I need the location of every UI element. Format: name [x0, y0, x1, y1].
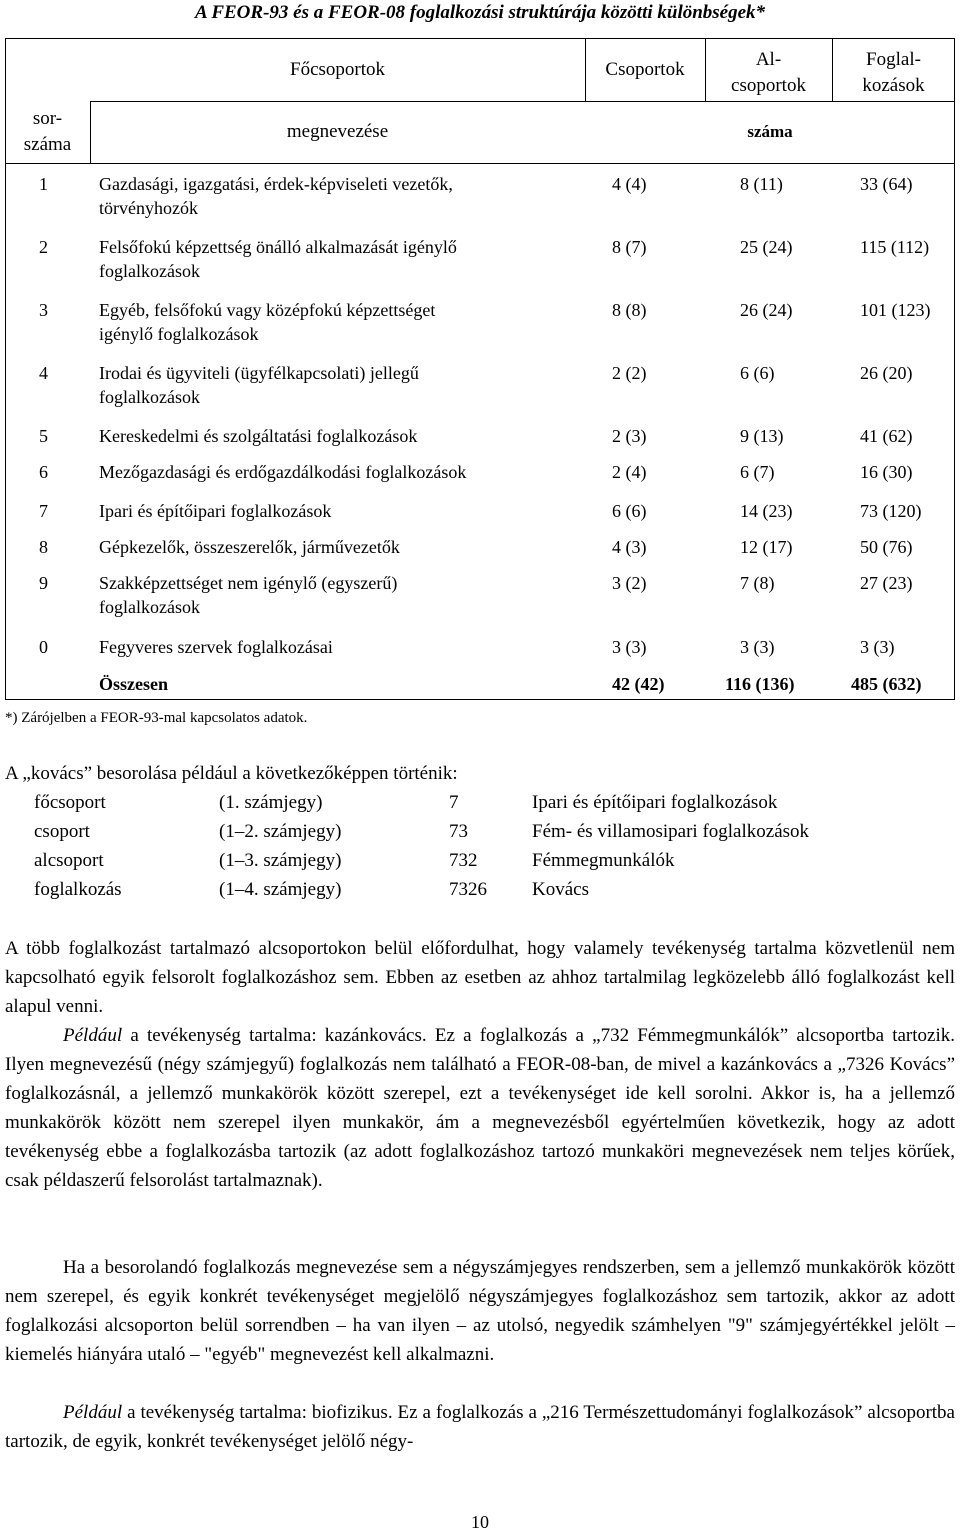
- row-number: 9: [39, 573, 48, 593]
- row-alcsoportok: 12 (17): [740, 537, 793, 557]
- paragraph-4: [5, 1398, 955, 1456]
- header-megnevezese: megnevezése: [286, 121, 389, 142]
- paragraph-2-text: a tevékenység tartalma: kazánkovács. Ez a foglalkozás a „732 Fémmegmunkálók” alcsoportba tartozik. Ilyen megnevezésű (négy számjegyű) foglalkozás nem található a FEOR-08-ban, de mivel a kazánkovács a „7326 Kovács” foglalkozásnál, a jellemző munkakörök között szerepel, ezt a tevékenységet ide kell sorolni. Akkor is, ha a jellemző munkakörök között nem szerepel ilyen munkakör, ám a megnevezésből egyértelműen következik, hogy az adott tevékenység ebbe a foglalkozásba tartozik (az adott foglalkozáshoz tartozó munkaköri megnevezések nem teljes körűek, csak példaszerű felsorolást tartalmaznak).: [5, 1025, 955, 1191]
- example-label: Fémmegmunkálók: [532, 850, 675, 871]
- example-digits: (1–3. számjegy): [219, 850, 342, 871]
- row-csoportok: 3 (3): [612, 637, 647, 657]
- total-label: Összesen: [99, 674, 168, 694]
- example-level: csoport: [34, 821, 90, 842]
- header-alcsoportok: Al- csoportok: [731, 49, 806, 96]
- row-name: Mezőgazdasági és erdőgazdálkodási foglalkozások: [99, 462, 467, 482]
- table-row: [5, 172, 955, 222]
- row-csoportok: 6 (6): [612, 501, 647, 521]
- row-number: 4: [39, 363, 48, 383]
- row-csoportok: 8 (7): [612, 237, 647, 257]
- row-foglalkozasok: 41 (62): [860, 426, 913, 446]
- row-alcsoportok: 9 (13): [740, 426, 784, 446]
- row-foglalkozasok: 50 (76): [860, 537, 913, 557]
- row-alcsoportok: 14 (23): [740, 501, 793, 521]
- table-row: [5, 298, 955, 348]
- row-csoportok: 2 (3): [612, 426, 647, 446]
- total-csoportok: 42 (42): [612, 674, 665, 694]
- paragraph-2-emphasis: Például: [63, 1025, 123, 1046]
- example-level: foglalkozás: [34, 879, 122, 900]
- example-digits: (1–4. számjegy): [219, 879, 342, 900]
- table-row: [5, 235, 955, 285]
- row-foglalkozasok: 16 (30): [860, 462, 913, 482]
- row-number: 5: [39, 426, 48, 446]
- row-alcsoportok: 7 (8): [740, 573, 775, 593]
- page-number: 10: [471, 1512, 489, 1532]
- row-number: 8: [39, 537, 48, 557]
- row-csoportok: 4 (3): [612, 537, 647, 557]
- header-csoportok: Csoportok: [605, 59, 685, 80]
- row-alcsoportok: 26 (24): [740, 300, 793, 320]
- row-number: 7: [39, 501, 48, 521]
- row-number: 0: [39, 637, 48, 657]
- row-foglalkozasok: 27 (23): [860, 573, 913, 593]
- row-alcsoportok: 3 (3): [740, 637, 775, 657]
- row-name: Fegyveres szervek foglalkozásai: [99, 637, 333, 657]
- row-name: Szakképzettséget nem igénylő (egyszerű) foglalkozások: [99, 573, 398, 617]
- row-number: 3: [39, 300, 48, 320]
- example-digits: (1. számjegy): [219, 792, 323, 813]
- row-foglalkozasok: 33 (64): [860, 174, 913, 194]
- row-alcsoportok: 8 (11): [740, 174, 783, 194]
- example-code: 7326: [449, 879, 487, 900]
- row-name: Kereskedelmi és szolgáltatási foglalkozások: [99, 426, 418, 446]
- example-level: főcsoport: [34, 792, 106, 813]
- table-row: [5, 571, 955, 621]
- header-foglalkozasok: Foglal- kozások: [862, 49, 925, 96]
- table-footnote: *) Zárójelben a FEOR-93-mal kapcsolatos adatok.: [5, 710, 308, 726]
- header-sorszama: sor- száma: [23, 108, 72, 155]
- header-divider: [5, 163, 955, 164]
- row-foglalkozasok: 26 (20): [860, 363, 913, 383]
- paragraph-3: Ha a besorolandó foglalkozás megnevezése sem a négyszámjegyes rendszerben, sem a jellemző munkakörök között nem szerepel, és egyik konkrét tevékenységet megjelölő négyszámjegyes foglalkozáshoz sem tartozik, akkor az adott foglalkozási alcsoporton belül sorrendben – ha van ilyen – az utolsó, negyedik számhelyen "9" számjegyértékkel jelölt – kiemelés hiányára utaló – "egyéb" megnevezést kell alkalmazni.: [5, 1257, 955, 1365]
- table-row: [5, 361, 955, 411]
- total-alcsoportok: 116 (136): [725, 674, 795, 694]
- row-csoportok: 2 (2): [612, 363, 647, 383]
- row-name: Felsőfokú képzettség önálló alkalmazását igénylő foglalkozások: [99, 237, 457, 281]
- row-csoportok: 3 (2): [612, 573, 647, 593]
- row-name: Egyéb, felsőfokú vagy középfokú képzettséget igénylő foglalkozások: [99, 300, 436, 344]
- example-label: Ipari és építőipari foglalkozások: [532, 792, 778, 813]
- example-label: Fém- és villamosipari foglalkozások: [532, 821, 810, 842]
- row-number: 1: [39, 174, 48, 194]
- row-foglalkozasok: 115 (112): [860, 237, 930, 257]
- row-foglalkozasok: 73 (120): [860, 501, 922, 521]
- example-code: 732: [449, 850, 478, 871]
- example-code: 7: [449, 792, 459, 813]
- row-name: Gépkezelők, összeszerelők, járművezetők: [99, 537, 400, 557]
- page-title: A FEOR-93 és a FEOR-08 foglalkozási struktúrája közötti különbségek*: [194, 2, 766, 23]
- paragraph-2: [5, 1021, 955, 1195]
- header-szama: száma: [747, 122, 793, 141]
- example-level: alcsoport: [34, 850, 104, 871]
- row-name: Gazdasági, igazgatási, érdek-képviseleti vezetők, törvényhozók: [99, 174, 453, 218]
- row-csoportok: 2 (4): [612, 462, 647, 482]
- example-label: Kovács: [532, 879, 589, 900]
- row-foglalkozasok: 3 (3): [860, 637, 895, 657]
- header-focsoportok: Főcsoportok: [290, 59, 385, 80]
- paragraph-4-text: a tevékenység tartalma: biofizikus. Ez a foglalkozás a „216 Természettudományi foglalkozások” alcsoportba tartozik, de egyik, konkrét tevékenységet jelölő négy-: [5, 1402, 955, 1452]
- example-code: 73: [449, 821, 468, 842]
- row-alcsoportok: 25 (24): [740, 237, 793, 257]
- row-foglalkozasok: 101 (123): [860, 300, 931, 320]
- example-digits: (1–2. számjegy): [219, 821, 342, 842]
- paragraph-1: A több foglalkozást tartalmazó alcsoportokon belül előfordulhat, hogy valamely tevékenység tartalma közvetlenül nem kapcsolható egyik felsorolt foglalkozáshoz sem. Ebben az esetben az ahhoz tartalmilag legközelebb álló foglalkozást kell alapul venni.: [5, 938, 955, 1017]
- row-name: Irodai és ügyviteli (ügyfélkapcsolati) jellegű foglalkozások: [99, 363, 419, 407]
- row-csoportok: 8 (8): [612, 300, 647, 320]
- row-name: Ipari és építőipari foglalkozások: [99, 501, 332, 521]
- header-divider: [90, 101, 955, 102]
- row-alcsoportok: 6 (6): [740, 363, 775, 383]
- row-csoportok: 4 (4): [612, 174, 647, 194]
- row-number: 2: [39, 237, 48, 257]
- paragraph-4-emphasis: Például: [63, 1402, 123, 1423]
- row-number: 6: [39, 462, 48, 482]
- total-foglalkozasok: 485 (632): [851, 674, 922, 694]
- example-intro: A „kovács” besorolása például a következőképpen történik:: [5, 763, 458, 784]
- row-alcsoportok: 6 (7): [740, 462, 775, 482]
